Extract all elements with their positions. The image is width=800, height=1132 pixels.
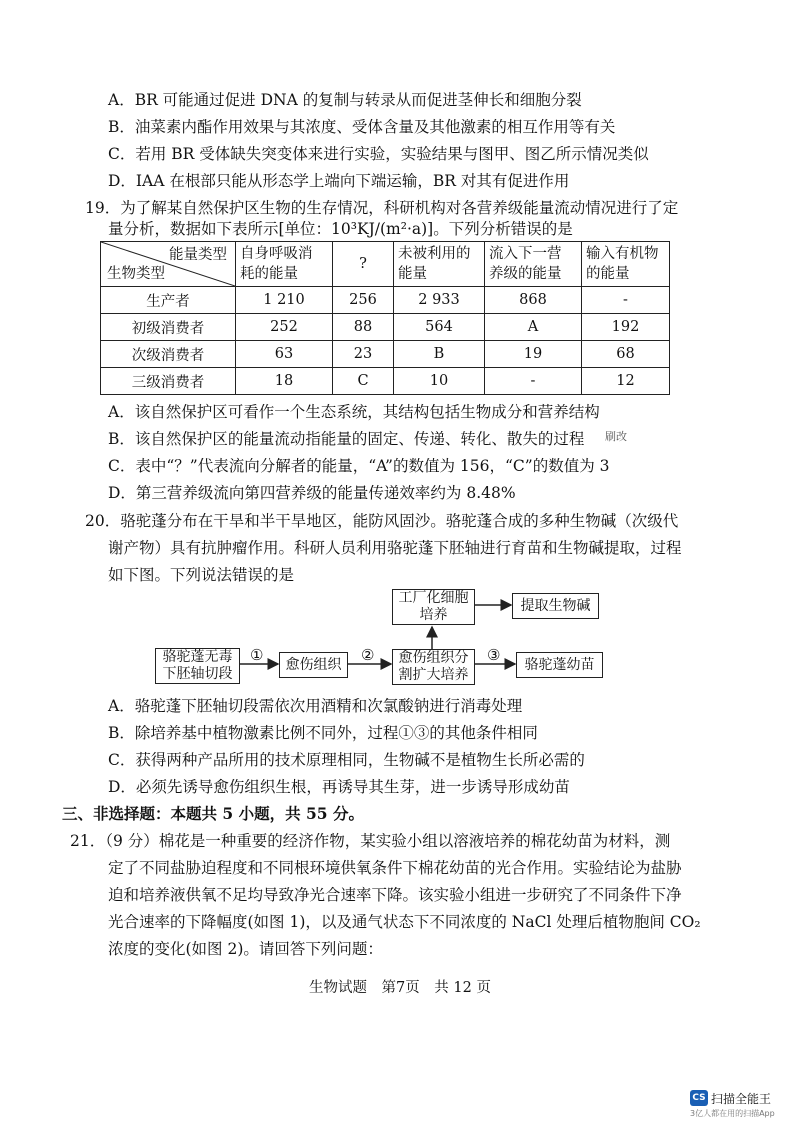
header-unused: 未被利用的 能量 <box>394 242 485 287</box>
q18-option-a: A．BR 可能通过促进 DNA 的复制与转录从而促进茎伸长和细胞分裂 <box>108 91 582 109</box>
scanner-watermark <box>690 1088 775 1118</box>
scanner-logo-icon: CS <box>690 1090 708 1106</box>
q20-option-b: B．除培养基中植物激素比例不同外，过程①③的其他条件相同 <box>108 724 538 742</box>
table-cell: 2 933 <box>394 287 485 314</box>
q19-stem-line2: 量分析，数据如下表所示[单位：10³KJ/(m²·a)]。下列分析错误的是 <box>108 220 573 238</box>
scanner-tagline: 3亿人都在用的扫描App <box>690 1109 775 1118</box>
corner-organism-type: 生物类型 <box>107 266 165 282</box>
row-label: 初级消费者 <box>101 314 236 341</box>
table-cell: 256 <box>333 287 394 314</box>
table-cell: 63 <box>236 341 333 368</box>
row-label: 生产者 <box>101 287 236 314</box>
table-cell: A <box>485 314 582 341</box>
header-organic-input: 输入有机物 的能量 <box>582 242 670 287</box>
table-cell: - <box>582 287 670 314</box>
box-hypocotyl-segment: 骆驼蓬无毒 下胚轴切段 <box>155 648 240 684</box>
table-cell: 88 <box>333 314 394 341</box>
q18-option-c: C．若用 BR 受体缺失突变体来进行实验，实验结果与图甲、图乙所示情况类似 <box>108 145 649 163</box>
q20-stem-line2: 谢产物）具有抗肿瘤作用。科研人员利用骆驼蓬下胚轴进行育苗和生物碱提取，过程 <box>108 539 682 557</box>
table-cell: 68 <box>582 341 670 368</box>
q20-stem-line3: 如下图。下列说法错误的是 <box>108 566 295 584</box>
q19-option-a: A．该自然保护区可看作一个生态系统，其结构包括生物成分和营养结构 <box>108 403 600 421</box>
q18-option-b: B．油菜素内酯作用效果与其浓度、受体含量及其他激素的相互作用等有关 <box>108 118 616 136</box>
step-3-label: ③ <box>487 646 501 664</box>
q21-line4: 光合速率的下降幅度(如图 1)，以及通气状态下不同浓度的 NaCl 处理后植物胞间 CO₂ <box>108 913 701 931</box>
q18-option-d: D．IAA 在根部只能从形态学上端向下端运输，BR 对其有促进作用 <box>108 172 570 190</box>
q21-line3: 迫和培养液供氧不足均导致净光合速率下降。该实验小组进一步研究了不同条件下净 <box>108 886 682 904</box>
table-cell: - <box>485 368 582 395</box>
header-next-level: 流入下一营 养级的能量 <box>485 242 582 287</box>
table-cell: 18 <box>236 368 333 395</box>
header-unknown: ? <box>333 242 394 287</box>
box-callus: 愈伤组织 <box>279 652 348 678</box>
page-footer: 生物试题 第7页 共 12 页 <box>309 980 491 996</box>
q19-option-c: C．表中“？”代表流向分解者的能量，“A”的数值为 156，“C”的数值为 3 <box>108 457 610 475</box>
q20-stem-line1: 20．骆驼蓬分布在干旱和半干旱地区，能防风固沙。骆驼蓬合成的多种生物碱（次级代 <box>85 512 679 530</box>
corner-energy-type: 能量类型 <box>169 247 227 263</box>
q19-option-b: B．该自然保护区的能量流动指能量的固定、传递、转化、散失的过程 <box>108 430 585 448</box>
table-cell: 868 <box>485 287 582 314</box>
scanner-app-name: 扫描全能王 <box>711 1091 772 1106</box>
header-respiration: 自身呼吸消 耗的能量 <box>236 242 333 287</box>
table-cell: 1 210 <box>236 287 333 314</box>
q20-option-a: A．骆驼蓬下胚轴切段需依次用酒精和次氯酸钠进行消毒处理 <box>108 697 523 715</box>
q19-option-d: D．第三营养级流向第四营养级的能量传递效率约为 8.48% <box>108 484 516 502</box>
q21-line2: 定了不同盐胁迫程度和不同根环境供氧条件下棉花幼苗的光合作用。实验结论为盐胁 <box>108 859 682 877</box>
table-cell: 23 <box>333 341 394 368</box>
q19-stem-line1: 19．为了解某自然保护区生物的生存情况，科研机构对各营养级能量流动情况进行了定 <box>85 199 679 217</box>
row-label: 三级消费者 <box>101 368 236 395</box>
table-cell: 192 <box>582 314 670 341</box>
box-callus-division: 愈伤组织分 割扩大培养 <box>392 649 475 685</box>
table-cell: 252 <box>236 314 333 341</box>
box-factory-culture: 工厂化细胞 培养 <box>392 589 475 625</box>
table-cell: 564 <box>394 314 485 341</box>
q21-line1: 21．（9 分）棉花是一种重要的经济作物，某实验小组以溶液培养的棉花幼苗为材料，测 <box>70 832 671 850</box>
section-heading: 三、非选择题：本题共 5 小题，共 55 分。 <box>62 804 364 823</box>
q20-option-c: C．获得两种产品所用的技术原理相同，生物碱不是植物生长所必需的 <box>108 751 585 769</box>
table-cell: 10 <box>394 368 485 395</box>
row-label: 次级消费者 <box>101 341 236 368</box>
table-cell: B <box>394 341 485 368</box>
box-extract-alkaloid: 提取生物碱 <box>512 593 599 619</box>
box-seedling: 骆驼蓬幼苗 <box>516 652 603 678</box>
q20-option-d: D．必须先诱导愈伤组织生根，再诱导其生芽，进一步诱导形成幼苗 <box>108 778 570 796</box>
q21-line5: 浓度的变化(如图 2)。请回答下列问题： <box>108 940 383 958</box>
step-2-label: ② <box>361 646 375 664</box>
table-cell: C <box>333 368 394 395</box>
margin-note: 刷改 <box>605 430 627 443</box>
table-cell: 19 <box>485 341 582 368</box>
table-cell: 12 <box>582 368 670 395</box>
step-1-label: ① <box>250 646 264 664</box>
